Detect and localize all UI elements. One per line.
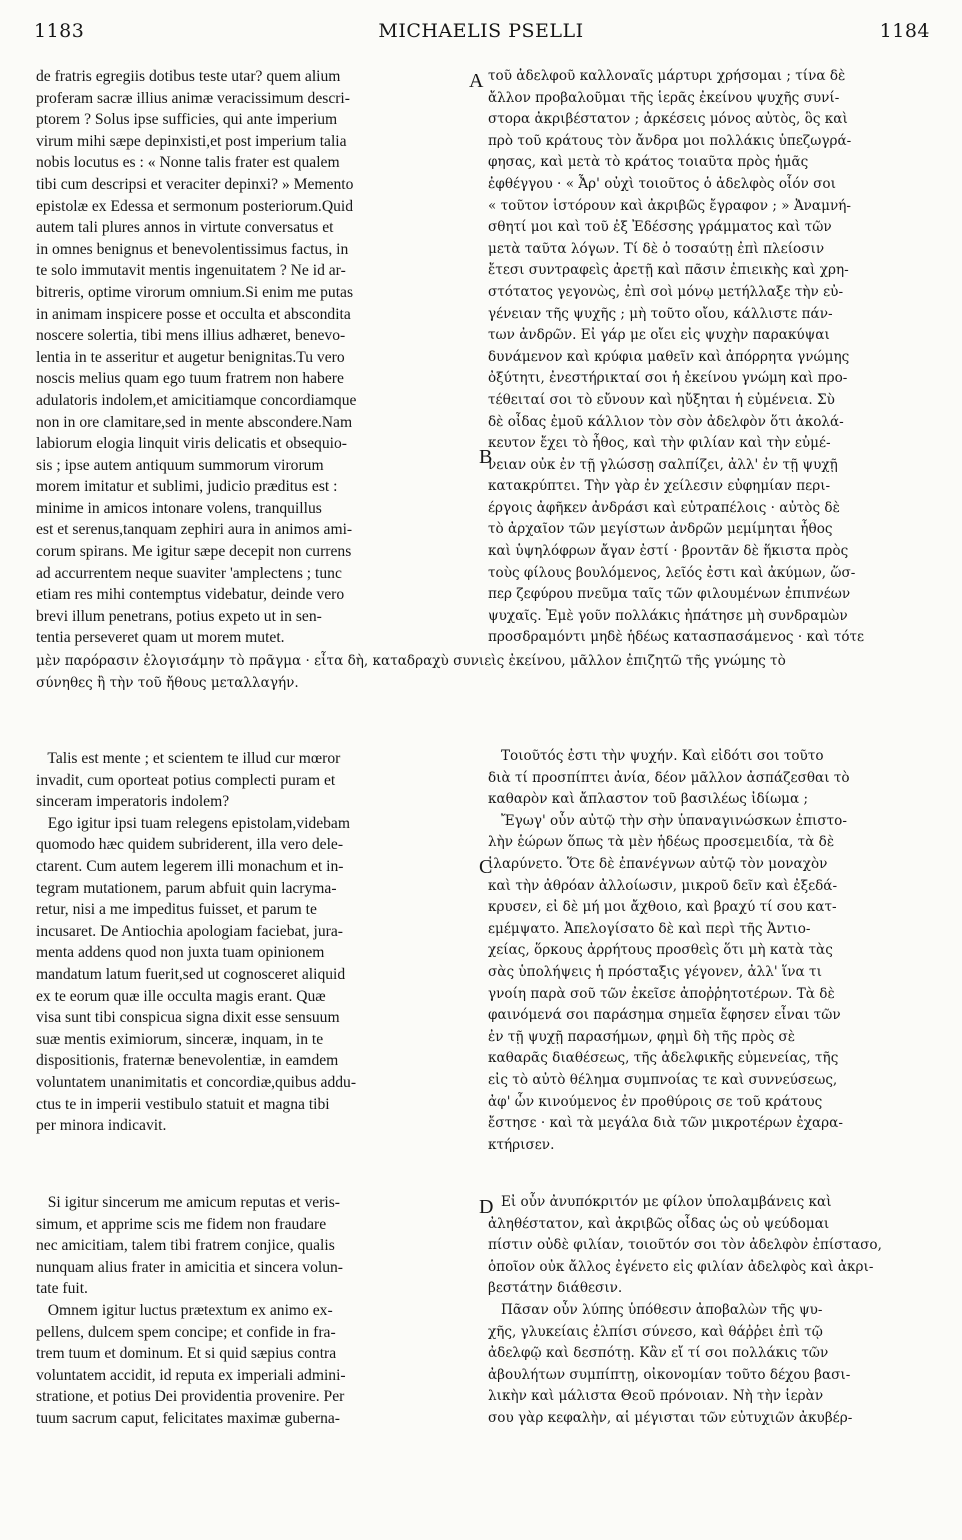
greek-line: ἐφθέγγου · « Ἆρ' οὐχὶ τοιοῦτος ὁ ἀδελφὸς οἷόν σοι (488, 175, 836, 192)
greek-line: καθαρᾶς διαθέσεως, τῆς ἀδελφικῆς εὐμενείας, τῆς (488, 1050, 839, 1067)
greek-line: ὁποῖον οὐκ ἄλλος ἐγένετο εἰς φιλίαν ἀδελφὸς καὶ ἀκρι- (488, 1258, 874, 1275)
greek-line: Εἰ οὖν ἀνυπόκριτόν με φίλον ὑπολαμβάνεις καὶ (488, 1194, 832, 1210)
margin-letter-d: D (479, 1196, 494, 1218)
latin-line: sis ; ipse autem antiquum summorum virorum (36, 456, 324, 474)
greek-line: δυνάμενον καὶ κρύφια μαθεῖν καὶ ἀπόρρητα γνώμης (488, 348, 850, 365)
greek-line: κρυσεν, εἰ δὲ μή μοι ἄχθοιο, καὶ βραχύ τί σου κατ- (488, 899, 837, 916)
page-header (0, 20, 962, 60)
latin-line: bitreris, optime virorum omnium.Si enim me putas (36, 283, 354, 301)
greek-line: φησας, καὶ μετὰ τὸ κράτος τοιαῦτα πρὸς ἡμᾶς (488, 154, 809, 171)
greek-line: ἀδελφῷ καὶ δεσπότῃ. Κἂν εἴ τί σοι πολλάκις τῶν (488, 1345, 829, 1362)
greek-line: ὀξύτητι, ἐνεστήρικταί σοι ἡ ἐκείνου γνώμη καὶ προ- (488, 370, 848, 387)
latin-line: voluntatem accidit, id reputa ex imperiali admini- (36, 1366, 346, 1384)
margin-letter-c: C (479, 856, 493, 878)
latin-line: te solo immutavit mentis ingenuitatem ? Ne id ar- (36, 262, 346, 280)
page-number-right: 1184 (879, 20, 930, 42)
latin-line: autem tali plures annos in virtute conversatus et (36, 219, 334, 237)
latin-line: invadit, cum oporteat potius complecti puram et (36, 771, 336, 789)
latin-line: etiam res mihi contemptus videbatur, deinde vero (36, 586, 345, 604)
latin-line: lentia in te asseritur et augetur benignitas.Tu vero (36, 348, 345, 366)
latin-line: stratione, et potius Dei providentia provenire. Per (36, 1388, 345, 1406)
margin-letter-a: A (469, 70, 484, 92)
latin-line: adulatoris indolem,et amicitiamque concordiamque (36, 391, 357, 409)
greek-line: δὲ οἶδας ἐμοῦ κάλλιον τὸν σὸν ἀδελφὸν ὅτι ἀκολά- (488, 413, 844, 430)
latin-line: minime in amicos intonare volens, tranquillus (36, 499, 322, 517)
greek-line: ἀφ' ὧν κινούμενος ἐν προθύροις σε τοῦ κράτους (488, 1093, 823, 1110)
latin-line: sinceram imperatoris indolem? (36, 793, 230, 811)
latin-line: visa sunt tibi conspicua signa dixit esse sensuum (36, 1009, 340, 1027)
latin-line: ctus te in imperii vestibulo statuit et magna tibi (36, 1095, 330, 1113)
latin-line: morem imitatur et sublimi, judicio præditus est : (36, 478, 338, 496)
greek-line: φαινόμενά σοι παράσημα σημεῖα ἔφησεν εἶναι τῶν (488, 1007, 841, 1024)
latin-line: Si igitur sincerum me amicum reputas et veris- (36, 1194, 341, 1211)
latin-line: mandatum latum fuerit,sed ut cognosceret aliquid (36, 965, 346, 983)
greek-line: των ἀνδρῶν. Εἰ γάρ με οἴει εἰς ψυχὴν παρακύψαι (488, 327, 830, 344)
running-head: MICHAELIS PSELLI (378, 20, 584, 42)
margin-letter-b: B (479, 446, 493, 468)
latin-line: tuum sacrum caput, felicitates maximæ guberna- (36, 1409, 340, 1427)
latin-line: nec amicitiam, talem tibi fratrem conjice, qualis (36, 1237, 335, 1255)
latin-line: nunquam alius frater in amicitia et sincera volun- (36, 1258, 344, 1276)
greek-line: τὸ ἀρχαῖον τῶν μεγίστων ἀνδρῶν μεμίμηται ἦθος (488, 521, 833, 538)
greek-line: πίστιν οὐδὲ φιλίαν, τοιοῦτόν σοι τὸν ἀδελφὸν ἐπίστασο, (488, 1237, 882, 1254)
greek-line: στορα ἀκριβέστατον ; ἀρκέσεις μόνος αὐτὸς, ὃς καὶ (488, 111, 848, 128)
latin-line: proferam sacræ illius animæ veracissimum descri- (36, 89, 350, 107)
greek-line: καὶ τὴν ἀθρόαν ἀλλοίωσιν, μικροῦ δεῖν καὶ ἐξεδά- (488, 877, 838, 894)
greek-line: χείας, ὅρκους ἀρρήτους προσθεὶς ὅτι μὴ κατὰ τὰς (488, 942, 833, 959)
greek-line: εμέμψατο. Ἀπελογίσατο δὲ καὶ περὶ τῆς Ἀντιο- (488, 920, 811, 937)
latin-line: brevi illum penetrans, potius expeto ut in sen- (36, 607, 322, 625)
latin-line: tate fuit. (36, 1280, 88, 1298)
latin-line: tentia perseveret quam ut morem mutet. (36, 629, 285, 647)
latin-line: Ego igitur ipsi tuam relegens epistolam,videbam (36, 814, 350, 832)
greek-line: γένειαν τῆς ψυχῆς ; μὴ τοῦτο οἴου, κάλλιστε πάν- (488, 305, 833, 322)
latin-line: quomodo hæc quidem subriderent, illa vero dele- (36, 836, 344, 854)
greek-line: τέθειταί σοι τὸ εὔνουν καὶ ηὔξηται ἡ εὐμένεια. Σὺ (488, 391, 835, 408)
greek-line: ἔστησε · καὶ τὰ μεγάλα διὰ τῶν μικροτέρων ἐχαρα- (488, 1115, 843, 1132)
latin-line: de fratris egregiis dotibus teste utar? quem alium (36, 68, 341, 85)
greek-line: γνοίη παρὰ σοῦ τῶν ἐκεῖσε ἀποῤῥητοτέρων. Τὰ δὲ (488, 985, 835, 1002)
latin-line: nobis locutus es : « Nonne talis frater est qualem (36, 154, 340, 172)
latin-line: suæ mentis eximiorum, sinceræ, inquam, in te (36, 1030, 324, 1048)
greek-line: λὴν ἑώρων ὅπως τὰ μὲν ἡδέως προσεμειδία, τὰ δὲ (488, 834, 835, 851)
greek-line: ἱλαρύνετο. Ὅτε δὲ ἐπανέγνων αὐτῷ τὸν μοναχὸν (488, 855, 828, 872)
latin-line: noscere solertia, tibi mens illius adhæret, benevo- (36, 327, 346, 345)
latin-line: labiorum elogia linquit viris delicatis et obsequio- (36, 435, 347, 453)
latin-line: tegram mutationem, parum abfuit quin lacryma- (36, 879, 337, 897)
latin-line: est et serenus,tanquam zephiri aura in animos ami- (36, 521, 353, 539)
greek-line: ἀβουλήτων συμπίπτῃ, οἰκονομίαν τοῦτο δέχου βασι- (488, 1366, 851, 1383)
latin-line: corum spirans. Me igitur sæpe decepit non currens (36, 543, 352, 561)
latin-line: trem tuum et dominum. Et si quid sæpius contra (36, 1345, 337, 1363)
greek-full-width-lines (36, 650, 936, 694)
greek-line: προσδραμόντι μηδὲ ἡδέως κατασπασάμενος · καὶ τότε (488, 629, 865, 646)
greek-line: εἰς τὸ αὐτὸ θέλημα συμπνοίας τε καὶ συννεύσεως, (488, 1071, 838, 1088)
latin-line: in animam inspicere posse et occulta et abscondita (36, 305, 351, 323)
greek-line: χῆς, γλυκείαις ἐλπίσι σύνεσο, καὶ θάῤῥει ἐπὶ τῷ (488, 1323, 823, 1340)
greek-column-2 (488, 746, 940, 1156)
latin-line: Talis est mente ; et scientem te illud cur mœror (36, 750, 341, 767)
latin-line: dispositionis, fraternæ benevolentiæ, in eamdem (36, 1052, 339, 1070)
latin-line: epistolæ ex Edessa et sermonum posteriorum.Quid (36, 197, 354, 215)
greek-line: περ ζεφύρου πνεῦμα ταῖς τῶν φιλουμένων ἐπιπνέων (488, 586, 851, 603)
latin-line: ptorem ? Solus ipse sufficies, qui ante imperium (36, 111, 338, 129)
latin-line: pellens, dulcem spem concipe; et confide in fra- (36, 1323, 336, 1341)
greek-line: τοὺς φίλους βουλόμενος, λεῖός ἐστι καὶ ἀκύμων, ὥσ- (488, 564, 856, 581)
greek-line: διὰ τί προσπίπτει ἀνία, δέον μᾶλλον ἀσπάζεσθαι τὸ (488, 769, 850, 786)
greek-line: ἀληθέστατον, καὶ ἀκριβῶς οἶδας ὡς οὐ ψεύδομαι (488, 1215, 830, 1232)
greek-line: στότατος γεγονὼς, ἐπὶ σοὶ μόνῳ μετήλλαξε τὴν εὐ- (488, 283, 844, 300)
greek-line: βεστάτην διάθεσιν. (488, 1280, 623, 1297)
greek-line: κευτον ἔχει τὸ ἦθος, καὶ τὴν φιλίαν καὶ τὴν εὐμέ- (488, 435, 831, 452)
greek-line: σου γὰρ κεφαλὴν, αἱ μέγισται τῶν εὐτυχιῶν ἀκυβέρ- (488, 1409, 853, 1426)
greek-line: ἄλλον προβαλοῦμαι τῆς ἱερᾶς ἐκείνου ψυχῆς συνί- (488, 89, 840, 106)
latin-line: incusaret. De Antiochia apologiam faciebat, jura- (36, 922, 343, 940)
latin-line: tibi cum descripsi et veraciter depinxi? » Memento (36, 175, 354, 193)
latin-line: ex te eorum quæ ille occulta magis erant. Quæ (36, 987, 326, 1005)
greek-line: ψυχαῖς. Ἐμὲ γοῦν πολλάκις ἠπάτησε μὴ συνδραμὼν (488, 607, 848, 624)
greek-line: ἔτεσι συντραφεὶς ἀρετῇ καὶ πᾶσιν ἐπιεικὴς καὶ χρη- (488, 262, 849, 279)
greek-line: καὶ ὑψηλόφρων ἄγαν ἐστί · βροντᾶν δὲ ἥκιστα πρὸς (488, 543, 849, 560)
greek-line: σθητί μοι καὶ τοῦ ἐξ Ἐδέσσης γράμματος καὶ τῶν (488, 219, 832, 236)
latin-line: virum mihi sæpe depinxisti,et post imperium talia (36, 132, 347, 150)
greek-line: κατακρύπτει. Τὴν γὰρ ἐν χείλεσιν εὐφημίαν περι- (488, 478, 831, 495)
greek-line: καθαρὸν καὶ ἄπλαστον τοῦ βασιλέως ἰδίωμα ; (488, 791, 809, 808)
latin-column-1 (36, 66, 478, 649)
latin-line: ctarent. Cum autem legerem illi monachum et in- (36, 857, 344, 875)
latin-line: simum, et apprime scis me fidem non fraudare (36, 1215, 327, 1233)
greek-line: νειαν οὐκ ἐν τῇ γλώσσῃ σαλπίζει, ἀλλ' ἐν τῇ ψυχῇ (488, 456, 838, 473)
greek-line: πρὸ τοῦ κράτους τὸν ἄνδρα μοι πολλάκις ὑπεζωγρά- (488, 132, 852, 149)
greek-line: μὲν παρόρασιν ἐλογισάμην τὸ πρᾶγμα · εἶτα δὴ, καταδραχὺ συνιεὶς ἐκείνου, μᾶλλον ἐπιζητῶ τῆς γνώμης τὸ (36, 653, 786, 669)
greek-line: κτήρισεν. (488, 1136, 555, 1153)
latin-line: menta addens quod non juxta tuam opinionem (36, 944, 325, 962)
greek-line: τοῦ ἀδελφοῦ καλλοναῖς μάρτυρι χρήσομαι ; τίνα δὲ (488, 68, 846, 84)
greek-line: σύνηθες ἢ τὴν τοῦ ἤθους μεταλλαγήν. (36, 675, 299, 691)
greek-line: λικὴν καὶ μάλιστα Θεοῦ πρόνοιαν. Νὴ τὴν ἱερὰν (488, 1388, 824, 1405)
greek-line: μετὰ ταῦτα λόγων. Τί δὲ ὁ τοσαύτῃ ἐπὶ πλείοσιν (488, 240, 825, 257)
greek-line: « τοῦτον ἱστόρουν καὶ ἀκριβῶς ἔγραφον ; » Ἀναμνή- (488, 197, 851, 214)
page-number-left: 1183 (34, 20, 85, 42)
latin-line: non in ore clamitare,sed in mente abscondere.Nam (36, 413, 353, 431)
greek-line: Τοιοῦτός ἐστι τὴν ψυχήν. Καὶ εἰδότι σοι τοῦτο (488, 748, 824, 764)
greek-line: Πᾶσαν οὖν λύπης ὑπόθεσιν ἀποβαλὼν τῆς ψυ- (488, 1301, 823, 1318)
greek-line: Ἔγωγ' οὖν αὐτῷ τὴν σὴν ὑπαναγινώσκων ἐπιστο- (488, 812, 847, 829)
latin-line: Omnem igitur luctus prætextum ex animo ex- (36, 1301, 333, 1319)
greek-column-3 (488, 1192, 940, 1430)
greek-line: ἐν τῇ ψυχῇ παρασήμων, φημὶ δὴ τῆς πρὸς σὲ (488, 1028, 796, 1045)
greek-line: έργοις ἀφῆκεν ἀνδράσι καὶ εὐτραπέλοις · αὐτὸς δὲ (488, 499, 840, 516)
greek-line: σὰς ὑπολήψεις ἡ πρόσταξις γέγονεν, ἀλλ' ἵνα τι (488, 963, 822, 980)
latin-line: noscis melius quam ego tuum fratrem non habere (36, 370, 344, 388)
latin-column-3 (36, 1192, 478, 1430)
latin-line: ad accurrentem neque suaviter 'amplectens ; tunc (36, 564, 342, 582)
greek-column-1 (488, 66, 940, 649)
latin-line: retur, nisi a me impeditus fuisset, et parum te (36, 901, 317, 919)
latin-column-2 (36, 748, 478, 1137)
latin-line: per minora indicavit. (36, 1117, 167, 1135)
latin-line: voluntatem unanimitatis et concordiæ,quibus addu- (36, 1073, 357, 1091)
latin-line: in omnes benignus et benevolentissimus factus, in (36, 240, 349, 258)
